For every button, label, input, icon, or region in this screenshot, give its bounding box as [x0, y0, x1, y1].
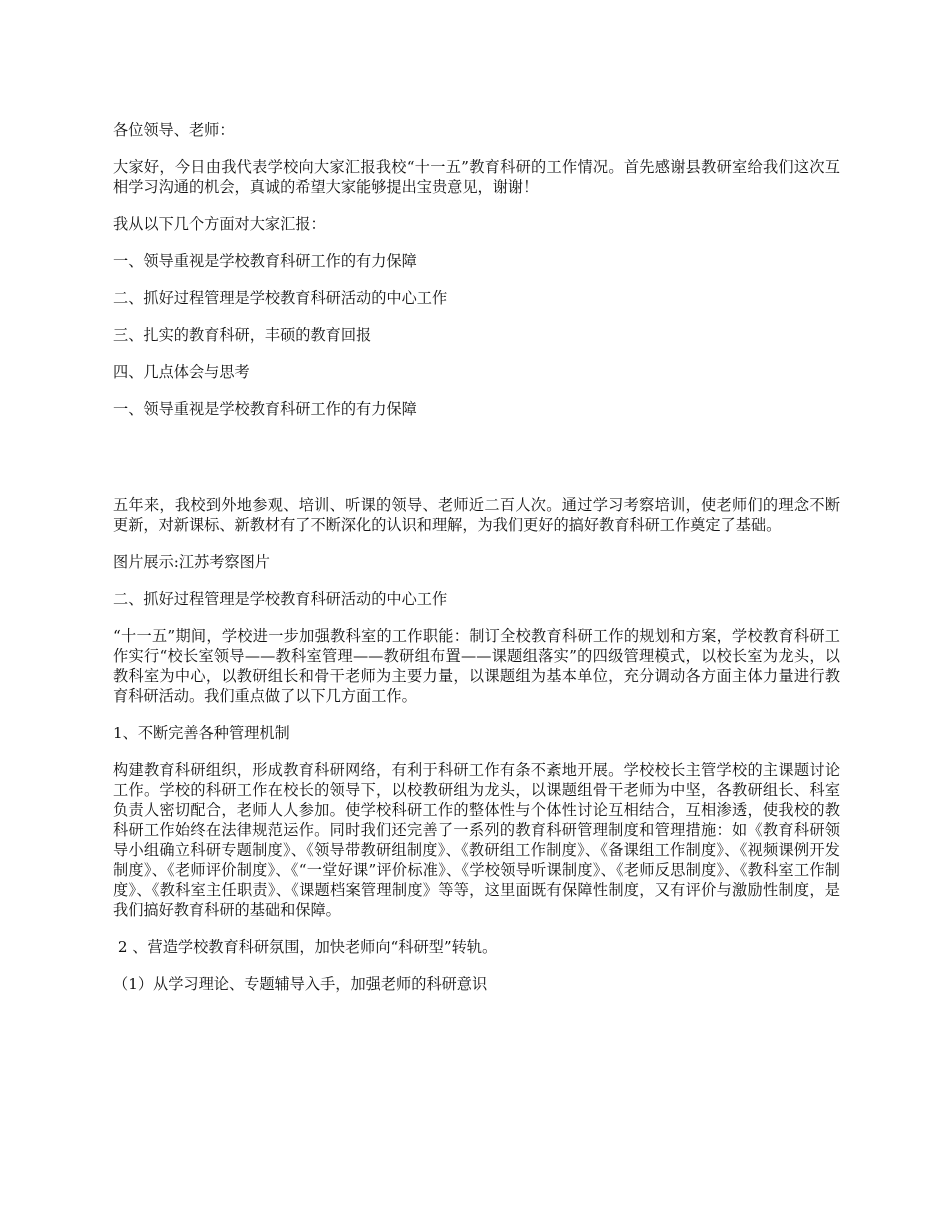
greeting: 各位领导、老师： [113, 121, 235, 139]
image-placeholder [113, 419, 840, 495]
item2-heading: 2 、营造学校教育科研氛围，加快老师向“科研型”转轨。 [113, 938, 498, 956]
item1-paragraph: 构建教育科研组织，形成教育科研网络，有利于科研工作有条不紊地开展。学校校长主管学校的主课题讨论工作。学校的科研工作在校长的领导下，以校教研组为龙头，以课题组骨干老师为中坚，各教研组长、科室负责人密切配合，老师人人参加。使学校科研工作的整体性与个体性讨论互相结合，互相渗透，使我校的教科研工作始终在法律规范运作。同时我们还完善了一系列的教育科研管理制度和管理措施：如《教育科研领导小组确立科研专题制度》、《领导带教研组制度》、《教研组工作制度》、《备课组工作制度》、《视频课例开发制度》、《老师评价制度》、《“一堂好课”评价标准》、《学校领导听课制度》、《老师反思制度》、《教科室工作制度》、《教科室主任职责》、《课题档案管理制度》等等，这里面既有保障性制度，又有评价与激励性制度，是我们搞好教育科研的基础和保障。 [113, 761, 840, 919]
intro-paragraph: 大家好，今日由我代表学校向大家汇报我校“十一五”教育科研的工作情况。首先感谢县教研室给我们这次互相学习沟通的机会，真诚的希望大家能够提出宝贵意见，谢谢！ [113, 158, 840, 196]
item1-heading: 1、不断完善各种管理机制 [113, 724, 290, 742]
outline-item-1: 一、领导重视是学校教育科研工作的有力保障 [113, 252, 417, 270]
outline-item-2: 二、抓好过程管理是学校教育科研活动的中心工作 [113, 289, 448, 307]
section2-heading: 二、抓好过程管理是学校教育科研活动的中心工作 [113, 590, 448, 608]
section1-heading: 一、领导重视是学校教育科研工作的有力保障 [113, 400, 417, 418]
section2-paragraph: “十一五”期间，学校进一步加强教科室的工作职能：制订全校教育科研工作的规划和方案，学校教育科研工作实行“校长室领导——教科室管理——教研组布置——课题组落实”的四级管理模式，以校长室为龙头，以教科室为中心，以教研组长和骨干老师为主要力量，以课题组为基本单位，充分调动各方面主体力量进行教育科研活动。我们重点做了以下几方面工作。 [113, 627, 840, 705]
outline-item-4: 四、几点体会与思考 [113, 363, 250, 381]
outline-lead: 我从以下几个方面对大家汇报： [113, 215, 326, 233]
image-caption: 图片展示:江苏考察图片 [113, 553, 270, 571]
section1-paragraph: 五年来，我校到外地参观、培训、听课的领导、老师近二百人次。通过学习考察培训，使老师们的理念不断更新，对新课标、新教材有了不断深化的认识和理解，为我们更好的搞好教育科研工作奠定了基础。 [113, 496, 840, 534]
item2-subheading: （1）从学习理论、专题辅导入手，加强老师的科研意识 [113, 975, 488, 993]
document-page [113, 120, 840, 994]
outline-item-3: 三、扎实的教育科研，丰硕的教育回报 [113, 326, 372, 344]
